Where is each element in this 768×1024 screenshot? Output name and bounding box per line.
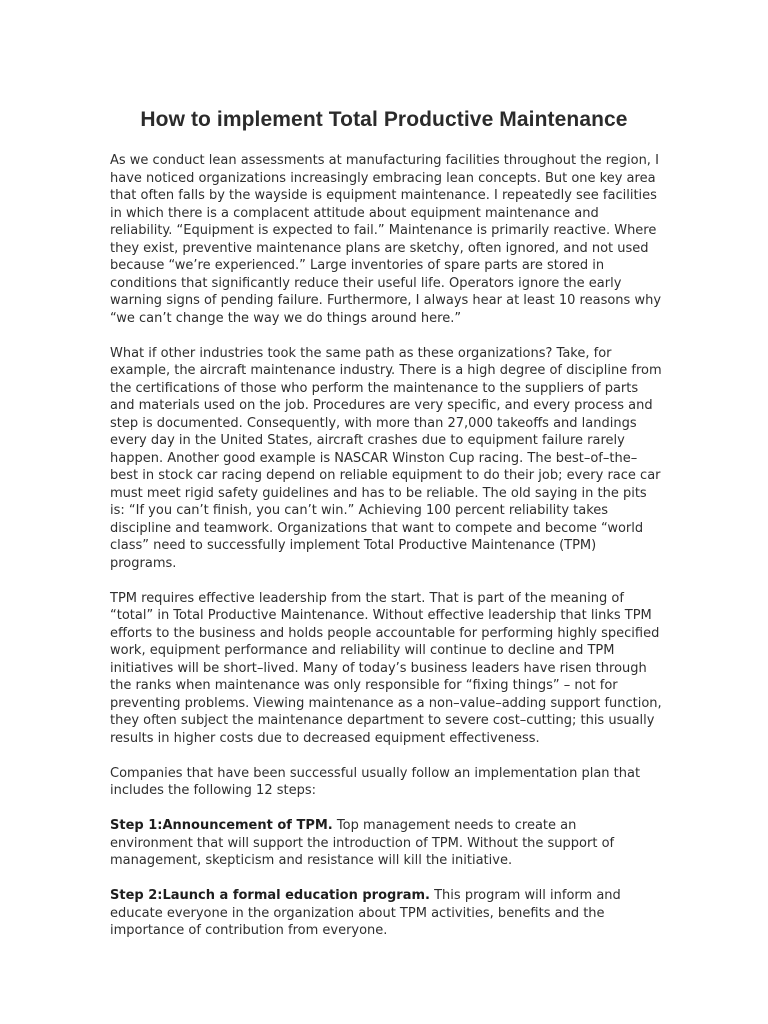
paragraph-leadership: TPM requires effective leadership from the start. That is part of the meaning of “total” in Total Productive Maintenance. Without effective leadership that links TPM efforts to the business and holds people accountable for performing highly specified work, equipment performance and reliability will continue to decline and TPM initiatives will be short–lived. Many of today’s business leaders have risen through the ranks when maintenance was only responsible for “fixing things” – not for preventing problems. Viewing maintenance as a non–value–adding support function, they often subject the maintenance department to severe cost–cutting; this usually results in higher costs due to decreased equipment effectiveness. — [110, 590, 662, 746]
document-body — [110, 152, 662, 957]
paragraph-intro: As we conduct lean assessments at manufacturing facilities throughout the region, I have noticed organizations increasingly embracing lean concepts. But one key area that often falls by the wayside is equipment maintenance. I repeatedly see facilities in which there is a complacent attitude about equipment maintenance and reliability. “Equipment is expected to fail.” Maintenance is primarily reactive. Where they exist, preventive maintenance plans are sketchy, often ignored, and not used because “we’re experienced.” Large inventories of spare parts are stored in conditions that significantly reduce their useful life. Operators ignore the early warning signs of pending failure. Furthermore, I always hear at least 10 reasons why “we can’t change the way we do things around here.” — [110, 153, 662, 326]
step-1-text: Top management needs to create an environment that will support the introduction of TPM. Without the support of management, skepticism and resistance will kill the initiative. — [110, 818, 615, 868]
document-title: How to implement Total Productive Maintenance — [140, 108, 628, 131]
step-2-heading: Step 2:Launch a formal education program. — [110, 888, 430, 903]
step-2-text: This program will inform and educate everyone in the organization about TPM activities, benefits and the importance of contribution from everyone. — [110, 888, 621, 938]
step-1-paragraph — [110, 817, 662, 870]
paragraph-steps-intro: Companies that have been successful usually follow an implementation plan that includes the following 12 steps: — [110, 765, 641, 798]
paragraph-aircraft-example: What if other industries took the same path as these organizations? Take, for example, the aircraft maintenance industry. There is a high degree of discipline from the certifications of those who perform the maintenance to the suppliers of parts and materials used on the job. Procedures are very specific, and every process and step is documented. Consequently, with more than 27,000 takeoffs and landings every day in the United States, aircraft crashes due to equipment failure rarely happen. Another good example is NASCAR Winston Cup racing. The best–of–the–best in stock car racing depend on reliable equipment to do their job; every race car must meet rigid safety guidelines and has to be reliable. The old saying in the pits is: “If you can’t finish, you can’t win.” Achieving 100 percent reliability takes discipline and teamwork. Organizations that want to compete and become “world class” need to successfully implement Total Productive Maintenance (TPM) programs. — [110, 345, 662, 571]
step-2-paragraph — [110, 887, 662, 940]
step-1-heading: Step 1:Announcement of TPM. — [110, 818, 333, 833]
